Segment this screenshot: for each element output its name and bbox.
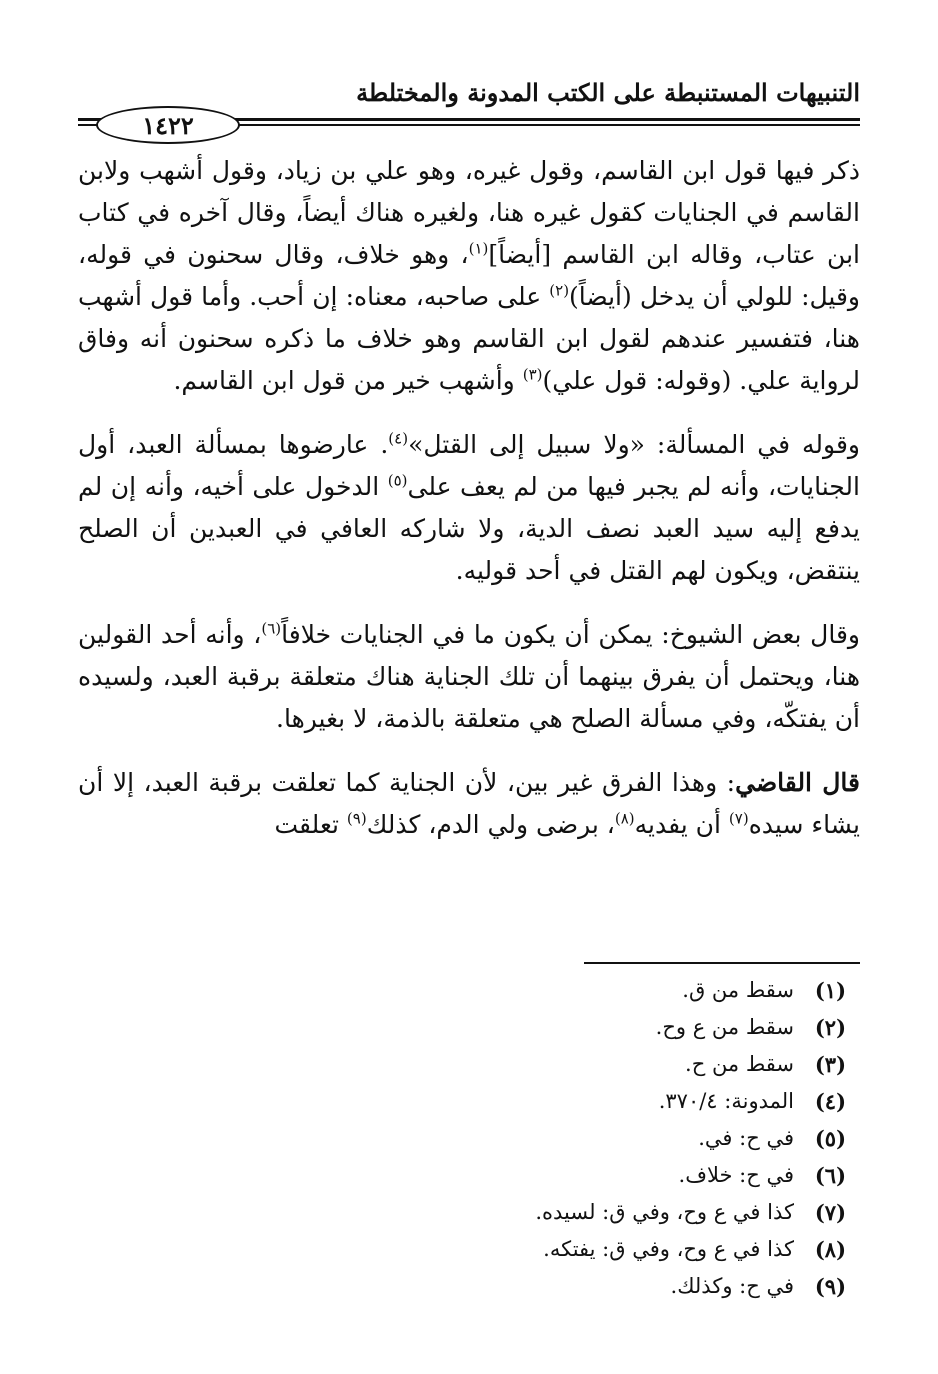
text-run: ذكر فيها قول ابن القاسم، وقول غيره، وهو علي بن زياد، وقول أشهب ولابن القاسم في الجنايات كقول غيره هنا، ولغيره هناك أيضاً، وقال آخره في كتاب ابن عتاب، وقاله ابن القاسم [أيضاً] — [78, 156, 860, 269]
text-run: وأشهب خير من قول ابن القاسم. — [173, 366, 523, 395]
text-run: على صاحبه، معناه: إن أحب. وأما قول أشهب هنا، فتفسير عندهم لقول ابن القاسم وهو خلاف ما ذكره سحنون أنه وفاق لرواية علي. (وقوله: قول علي) — [78, 282, 860, 395]
text-run: وقوله في المسألة: «ولا سبيل إلى القتل» — [408, 430, 860, 459]
main-text — [78, 150, 860, 846]
footnote-ref: (٤) — [388, 429, 409, 448]
footnote-number: (٥) — [814, 1126, 846, 1151]
paragraph — [78, 150, 860, 402]
text-run: وقال بعض الشيوخ: يمكن أن يكون ما في الجنايات خلافاً — [281, 620, 860, 649]
text-run: تعلقت — [274, 810, 347, 839]
footnote-text: سقط من ق. — [682, 978, 794, 1002]
footnote-text: المدونة: ٣٧٠/٤. — [658, 1089, 794, 1113]
footnote-text: في ح: في. — [698, 1126, 794, 1150]
footnote — [146, 1120, 846, 1157]
footnote-ref: (٣) — [522, 365, 543, 384]
footnote-ref: (٨) — [614, 809, 635, 828]
footnote-number: (٧) — [814, 1200, 846, 1225]
footnote-number: (٦) — [814, 1163, 846, 1188]
footnote-separator — [584, 962, 860, 964]
footnote-text: كذا في ع وح، وفي ق: يفتكه. — [543, 1237, 794, 1261]
paragraph — [78, 614, 860, 740]
text-run: ، برضى ولي الدم، كذلك — [366, 810, 615, 839]
paragraph — [78, 762, 860, 846]
text-run: الدخول على أخيه، وأنه إن لم يدفع إليه سيد العبد نصف الدية، ولا شاركه العافي في العبدين أن الصلح ينتقض، ويكون لهم القتل في أحد قوليه. — [78, 472, 860, 585]
footnote-ref: (١) — [468, 239, 489, 258]
footnote-number: (٨) — [814, 1237, 846, 1262]
text-run: أن يفديه — [634, 810, 729, 839]
footnote — [146, 1157, 846, 1194]
footnote-text: كذا في ع وح، وفي ق: لسيده. — [535, 1200, 794, 1224]
footnote-ref: (٢) — [549, 281, 570, 300]
footnote-number: (٣) — [814, 1052, 846, 1077]
text-run: ، وأنه أحد القولين هنا، ويحتمل أن يفرق بينهما أن تلك الجناية هناك متعلقة برقبة العبد، ولسيده أن يفتكّه، وفي مسألة الصلح هي متعلقة بالذمة، لا بغيرها. — [78, 620, 860, 733]
footnote — [146, 1231, 846, 1268]
page-number: ١٤٢٢ — [96, 106, 240, 144]
footnote-number: (١) — [814, 978, 846, 1003]
paragraph — [78, 424, 860, 592]
footnote-text: في ح: وكذلك. — [670, 1274, 794, 1298]
footnote-number: (٤) — [814, 1089, 846, 1114]
footnote-text: سقط من ح. — [685, 1052, 794, 1076]
footnote-ref: (٥) — [387, 471, 408, 490]
footnote-text: سقط من ع وح. — [655, 1015, 794, 1039]
footnote-ref: (٩) — [346, 809, 367, 828]
footnotes-list — [146, 972, 846, 1305]
footnote-number: (٩) — [814, 1274, 846, 1299]
text-run: . عارضوها بمسألة العبد، أول الجنايات، وأنه لم يجبر فيها من لم يعف على — [78, 430, 860, 501]
footnote-number: (٢) — [814, 1015, 846, 1040]
footnote — [146, 1268, 846, 1305]
footnote — [146, 1009, 846, 1046]
footnote-text: في ح: خلاف. — [678, 1163, 794, 1187]
footnote — [146, 1046, 846, 1083]
text-run: ، وهو خلاف، وقال سحنون في قوله، وقيل: للولي أن يدخل (أيضاً) — [78, 240, 860, 311]
footnote — [146, 1083, 846, 1120]
text-run: : وهذا الفرق غير بين، لأن الجناية كما تعلقت برقبة العبد، إلا أن يشاء سيده — [78, 768, 860, 839]
footnote — [146, 972, 846, 1009]
footnote-ref: (٦) — [261, 619, 282, 638]
speaker-label: قال القاضي — [735, 768, 861, 797]
running-header-title: التنبيهات المستنبطة على الكتب المدونة والمختلطة — [356, 78, 860, 107]
footnote-ref: (٧) — [728, 809, 749, 828]
footnote — [146, 1194, 846, 1231]
